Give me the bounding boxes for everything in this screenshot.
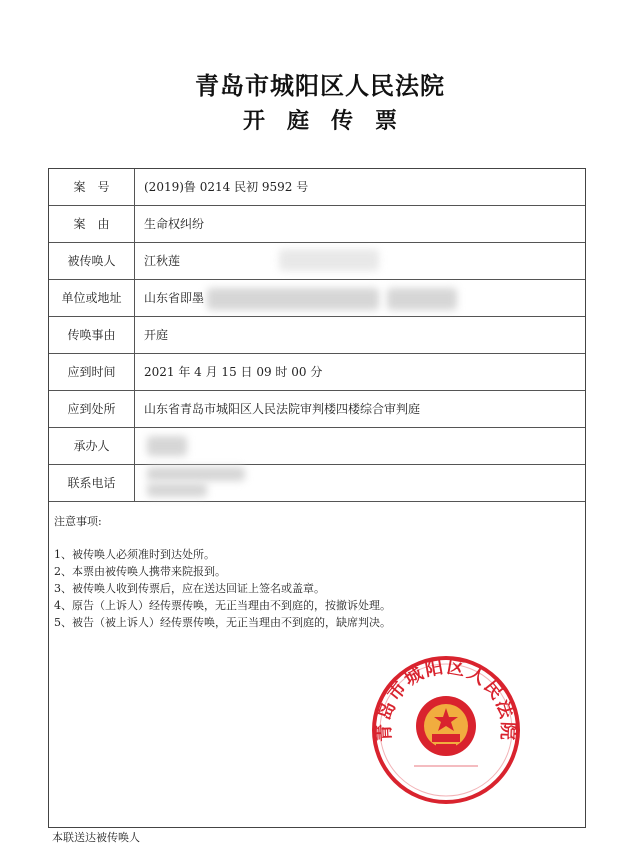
redacted-area <box>279 249 379 271</box>
row-case-number <box>49 169 585 206</box>
redacted-address-2 <box>387 288 457 310</box>
summoned-person-value: 江秋莲 <box>144 254 181 268</box>
note-item: 5、被告（被上诉人）经传票传唤，无正当理由不到庭的，缺席判决。 <box>54 616 391 629</box>
case-cause-value: 生命权纠纷 <box>144 217 205 231</box>
document-title: 开庭传票 <box>242 109 419 134</box>
row-summoned-person <box>49 243 585 280</box>
redacted-phone-2 <box>147 483 207 497</box>
redacted-phone <box>147 467 245 481</box>
redacted-address <box>207 288 379 310</box>
case-cause-label: 案 由 <box>49 206 135 242</box>
row-appear-place <box>49 391 585 428</box>
note-item: 1、被传唤人必须准时到达处所。 <box>54 548 215 561</box>
note-item: 2、本票由被传唤人携带来院报到。 <box>54 565 226 578</box>
summons-reason-label: 传唤事由 <box>49 317 135 353</box>
appear-time-value: 2021 年 4 月 15 日 09 时 00 分 <box>144 365 323 379</box>
case-number-label: 案 号 <box>49 169 135 205</box>
appear-time-label: 应到时间 <box>49 354 135 390</box>
note-item: 4、原告（上诉人）经传票传唤，无正当理由不到庭的，按撤诉处理。 <box>54 599 391 612</box>
appear-place-label: 应到处所 <box>49 391 135 427</box>
address-value: 山东省即墨 <box>144 291 205 305</box>
summoned-person-label: 被传唤人 <box>49 243 135 279</box>
redacted-handler <box>147 436 187 456</box>
case-number-value: (2019)鲁 0214 民初 9592 号 <box>144 180 309 194</box>
seal-text: 青岛市城阳区人民法院 <box>373 656 519 743</box>
row-address <box>49 280 585 317</box>
notes-heading: 注意事项: <box>54 515 102 528</box>
row-handler <box>49 428 585 465</box>
phone-label: 联系电话 <box>49 465 135 501</box>
row-appear-time <box>49 354 585 391</box>
appear-place-value: 山东省青岛市城阳区人民法院审判楼四楼综合审判庭 <box>144 402 421 416</box>
summons-reason-value: 开庭 <box>144 328 169 342</box>
note-item: 3、被传唤人收到传票后，应在送达回证上签名或盖章。 <box>54 582 325 595</box>
row-case-cause <box>49 206 585 243</box>
row-summons-reason <box>49 317 585 354</box>
court-seal <box>370 654 522 806</box>
row-phone <box>49 465 585 502</box>
handler-label: 承办人 <box>49 428 135 464</box>
national-emblem-icon <box>416 696 476 756</box>
court-name: 青岛市城阳区人民法院 <box>195 72 445 100</box>
footer-note: 本联送达被传唤人 <box>52 831 140 844</box>
address-label: 单位或地址 <box>49 280 135 316</box>
